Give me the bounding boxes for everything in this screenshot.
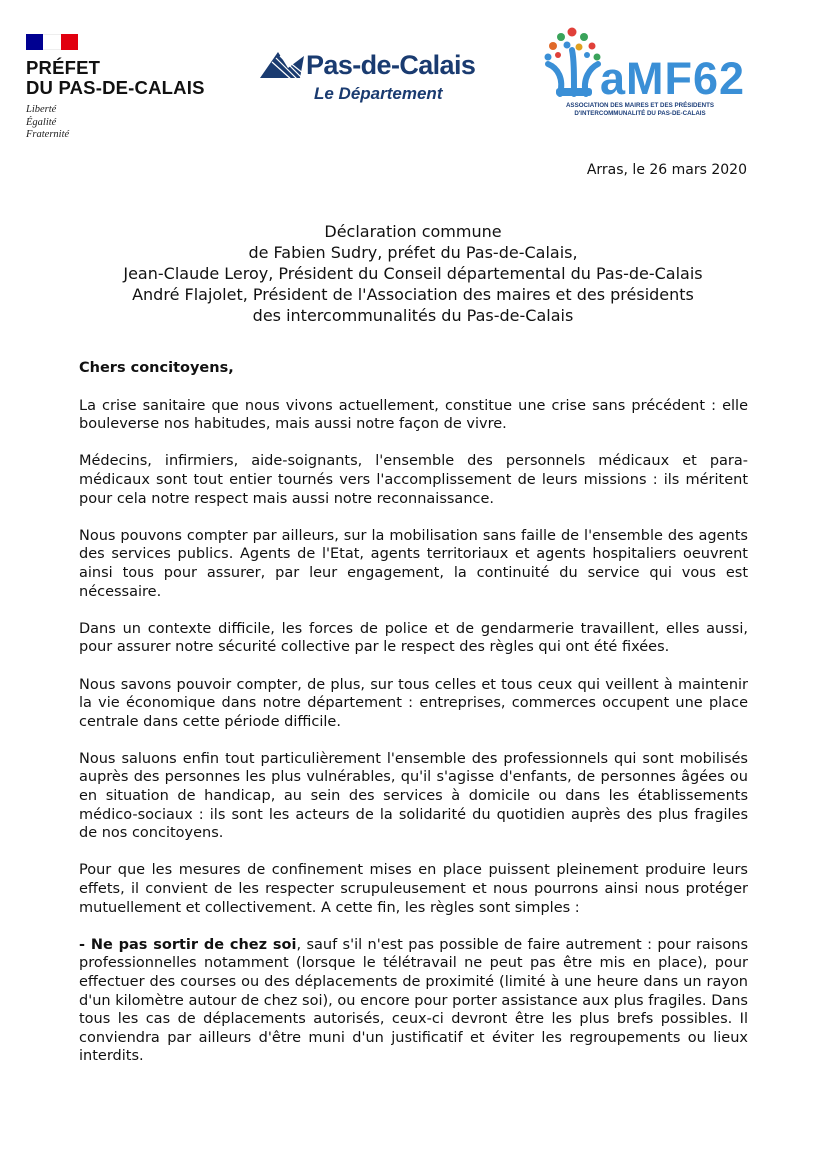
- rule-paragraph: [79, 936, 748, 1066]
- document-title: [60, 221, 766, 326]
- amf-name: aMF62: [600, 53, 746, 104]
- departement-mountain-icon: [258, 46, 308, 86]
- paragraph: Dans un contexte difficile, les forces de police et de gendarmerie travaillent, elles aussi, pour assurer notre sécurité collective par le respect des règles qui ont été fixées.: [79, 620, 748, 656]
- title-line: de Fabien Sudry, préfet du Pas-de-Calais,: [248, 243, 578, 262]
- greeting: Chers concitoyens,: [79, 360, 234, 376]
- departement-subtitle: Le Département: [314, 84, 443, 103]
- title-line: André Flajolet, Président de l'Association des maires et des présidents: [132, 285, 694, 304]
- paragraph: Nous saluons enfin tout particulièrement l'ensemble des professionnels qui sont mobilisés auprès des personnes les plus vulnérables, qu'il s'agisse d'enfants, de personnes âgées ou en situation de handicap, au sein des services à domicile ou dans les établissements médico-sociaux : ils sont les acteurs de la solidarité du quotidien auprès des plus fragiles de nos concitoyens.: [79, 750, 748, 842]
- republic-motto: [26, 104, 246, 142]
- prefet-logo: [26, 34, 246, 142]
- motto-egalite: Égalité: [26, 116, 57, 128]
- document-body: [79, 359, 748, 1085]
- amf-subtitle-line1: ASSOCIATION DES MAIRES ET DES PRÉSIDENTS: [565, 102, 715, 109]
- rule-text: , sauf s'il n'est pas possible de faire autrement : pour raisons professionnelles notamment (lorsque le télétravail ne peut pas être mis en place), pour effectuer des courses ou des déplacements de proximité (limité à une heure dans un rayon d'un kilomètre autour de chez soi), ou encore pour porter assistance aux plus fragiles. Dans tous les cas de déplacements autorisés, ceux-ci devront être les plus brefs possibles. Il conviendra par ailleurs d'être muni d'un justificatif et éviter les regroupements ou lieux interdits.: [79, 936, 748, 1065]
- marianne-flag-icon: [26, 34, 78, 50]
- title-line: Jean-Claude Leroy, Président du Conseil départemental du Pas-de-Calais: [123, 264, 703, 283]
- title-line: Déclaration commune: [324, 222, 502, 241]
- paragraph: Médecins, infirmiers, aide-soignants, l'ensemble des personnels médicaux et para-médicaux sont tout entier tournés vers l'accomplissement de leurs missions : ils méritent pour cela notre respect mais aussi notre reconnaissance.: [79, 453, 748, 507]
- paragraph: Nous savons pouvoir compter, de plus, sur tous celles et tous ceux qui veillent à maintenir la vie économique dans notre département : entreprises, commerces occupent une place centrale dans cette période difficile.: [79, 676, 748, 730]
- paragraph: La crise sanitaire que nous vivons actuellement, constitue une crise sans précédent : elle bouleverse nos habitudes, mais aussi notre façon de vivre.: [79, 397, 748, 433]
- prefet-name: [26, 58, 246, 98]
- prefet-name-line2: DU PAS-DE-CALAIS: [26, 77, 205, 98]
- paragraph: Pour que les mesures de confinement mises en place puissent pleinement produire leurs effets, il convient de les respecter scrupuleusement et nous pourrons ainsi nous protéger mutuellement et collectivement. A cette fin, les règles sont simples :: [79, 862, 748, 916]
- motto-fraternite: Fraternité: [26, 129, 70, 140]
- rule-bold: - Ne pas sortir de chez soi: [79, 936, 297, 953]
- paragraph: Nous pouvons compter par ailleurs, sur la mobilisation sans faille de l'ensemble des agents des services publics. Agents de l'Etat, agents territoriaux et agents hospitaliers oeuvrent ainsi tous pour assurer, par leur engagement, la continuité du service qui vous est nécessaire.: [79, 527, 748, 600]
- departement-logo: [258, 46, 498, 108]
- prefet-name-line1: PRÉFET: [26, 57, 101, 78]
- amf-subtitle-line2: D'INTERCOMMUNALITÉ DU PAS-DE-CALAIS: [574, 109, 706, 117]
- title-line: des intercommunalités du Pas-de-Calais: [252, 306, 574, 325]
- motto-liberte: Liberté: [26, 104, 57, 115]
- amf-logo: [534, 24, 804, 120]
- departement-name: Pas-de-Calais: [306, 50, 476, 80]
- amf-subtitle: [534, 102, 746, 117]
- document-date: Arras, le 26 mars 2020: [586, 162, 747, 178]
